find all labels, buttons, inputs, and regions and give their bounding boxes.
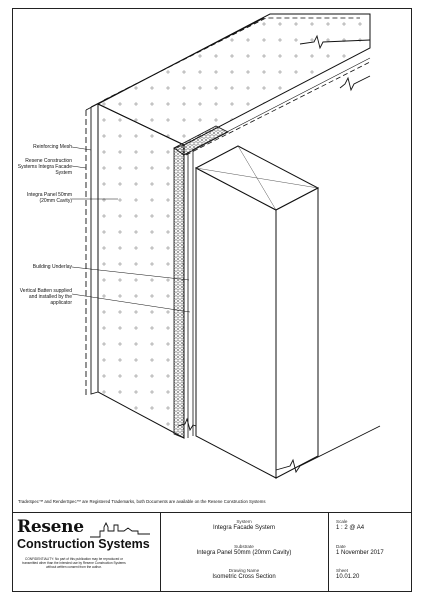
drawing-name-label: Drawing Name xyxy=(228,568,260,573)
trademark-note: TradeSpec™ and RenderSpec™ are Registered Trademarks, both Documents are available on the Resene Construction Systems xyxy=(18,499,266,504)
company-logo-wordmark: Resene xyxy=(17,517,84,537)
callout-vertical-batten: Vertical Batten supplied and installed by the applicator xyxy=(19,288,72,306)
date-value: 1 November 2017 xyxy=(336,550,384,556)
system-label: System xyxy=(236,519,252,524)
stud-front-face xyxy=(196,168,276,478)
callout-integra-panel: Integra Panel 50mm (20mm Cavity) xyxy=(26,192,72,204)
break-line-right xyxy=(340,76,370,90)
callout-reinforcing-mesh: Reinforcing Mesh xyxy=(33,144,72,150)
system-value: Integra Facade System xyxy=(212,525,276,531)
substrate-value: Integra Panel 50mm (20mm Cavity) xyxy=(196,550,292,556)
title-block xyxy=(12,512,412,592)
drawing-name-value: Isometric Cross Section xyxy=(212,574,276,580)
insulation-strip xyxy=(174,145,184,438)
panel-front-face xyxy=(98,104,184,438)
render-edge-inner xyxy=(91,107,98,394)
leader-facade-system xyxy=(72,166,86,168)
sheet-label: Sheet xyxy=(336,568,349,573)
confidentiality-note: CONFIDENTIALITY: No part of this publication may be reproduced or transmitted other than the intended use by Resene Construction Systems without written consent from the author. xyxy=(22,557,126,570)
sheet-value: 10.01.20 xyxy=(336,574,360,580)
stud-side-face xyxy=(276,188,318,478)
callout-building-underlay: Building Underlay xyxy=(32,264,72,270)
substrate-label: Substrate xyxy=(234,544,254,549)
title-block-divider-2 xyxy=(328,513,329,592)
callout-facade-system: Resene Construction Systems Integra Facade System xyxy=(17,158,72,176)
company-logo-subtitle: Construction Systems xyxy=(17,537,150,551)
scale-label: Scale xyxy=(336,519,348,524)
scale-value: 1 : 2 @ A4 xyxy=(336,525,365,531)
date-label: Date xyxy=(336,544,346,549)
leader-reinforcing-mesh xyxy=(72,147,91,150)
city-skyline-icon xyxy=(90,519,150,539)
